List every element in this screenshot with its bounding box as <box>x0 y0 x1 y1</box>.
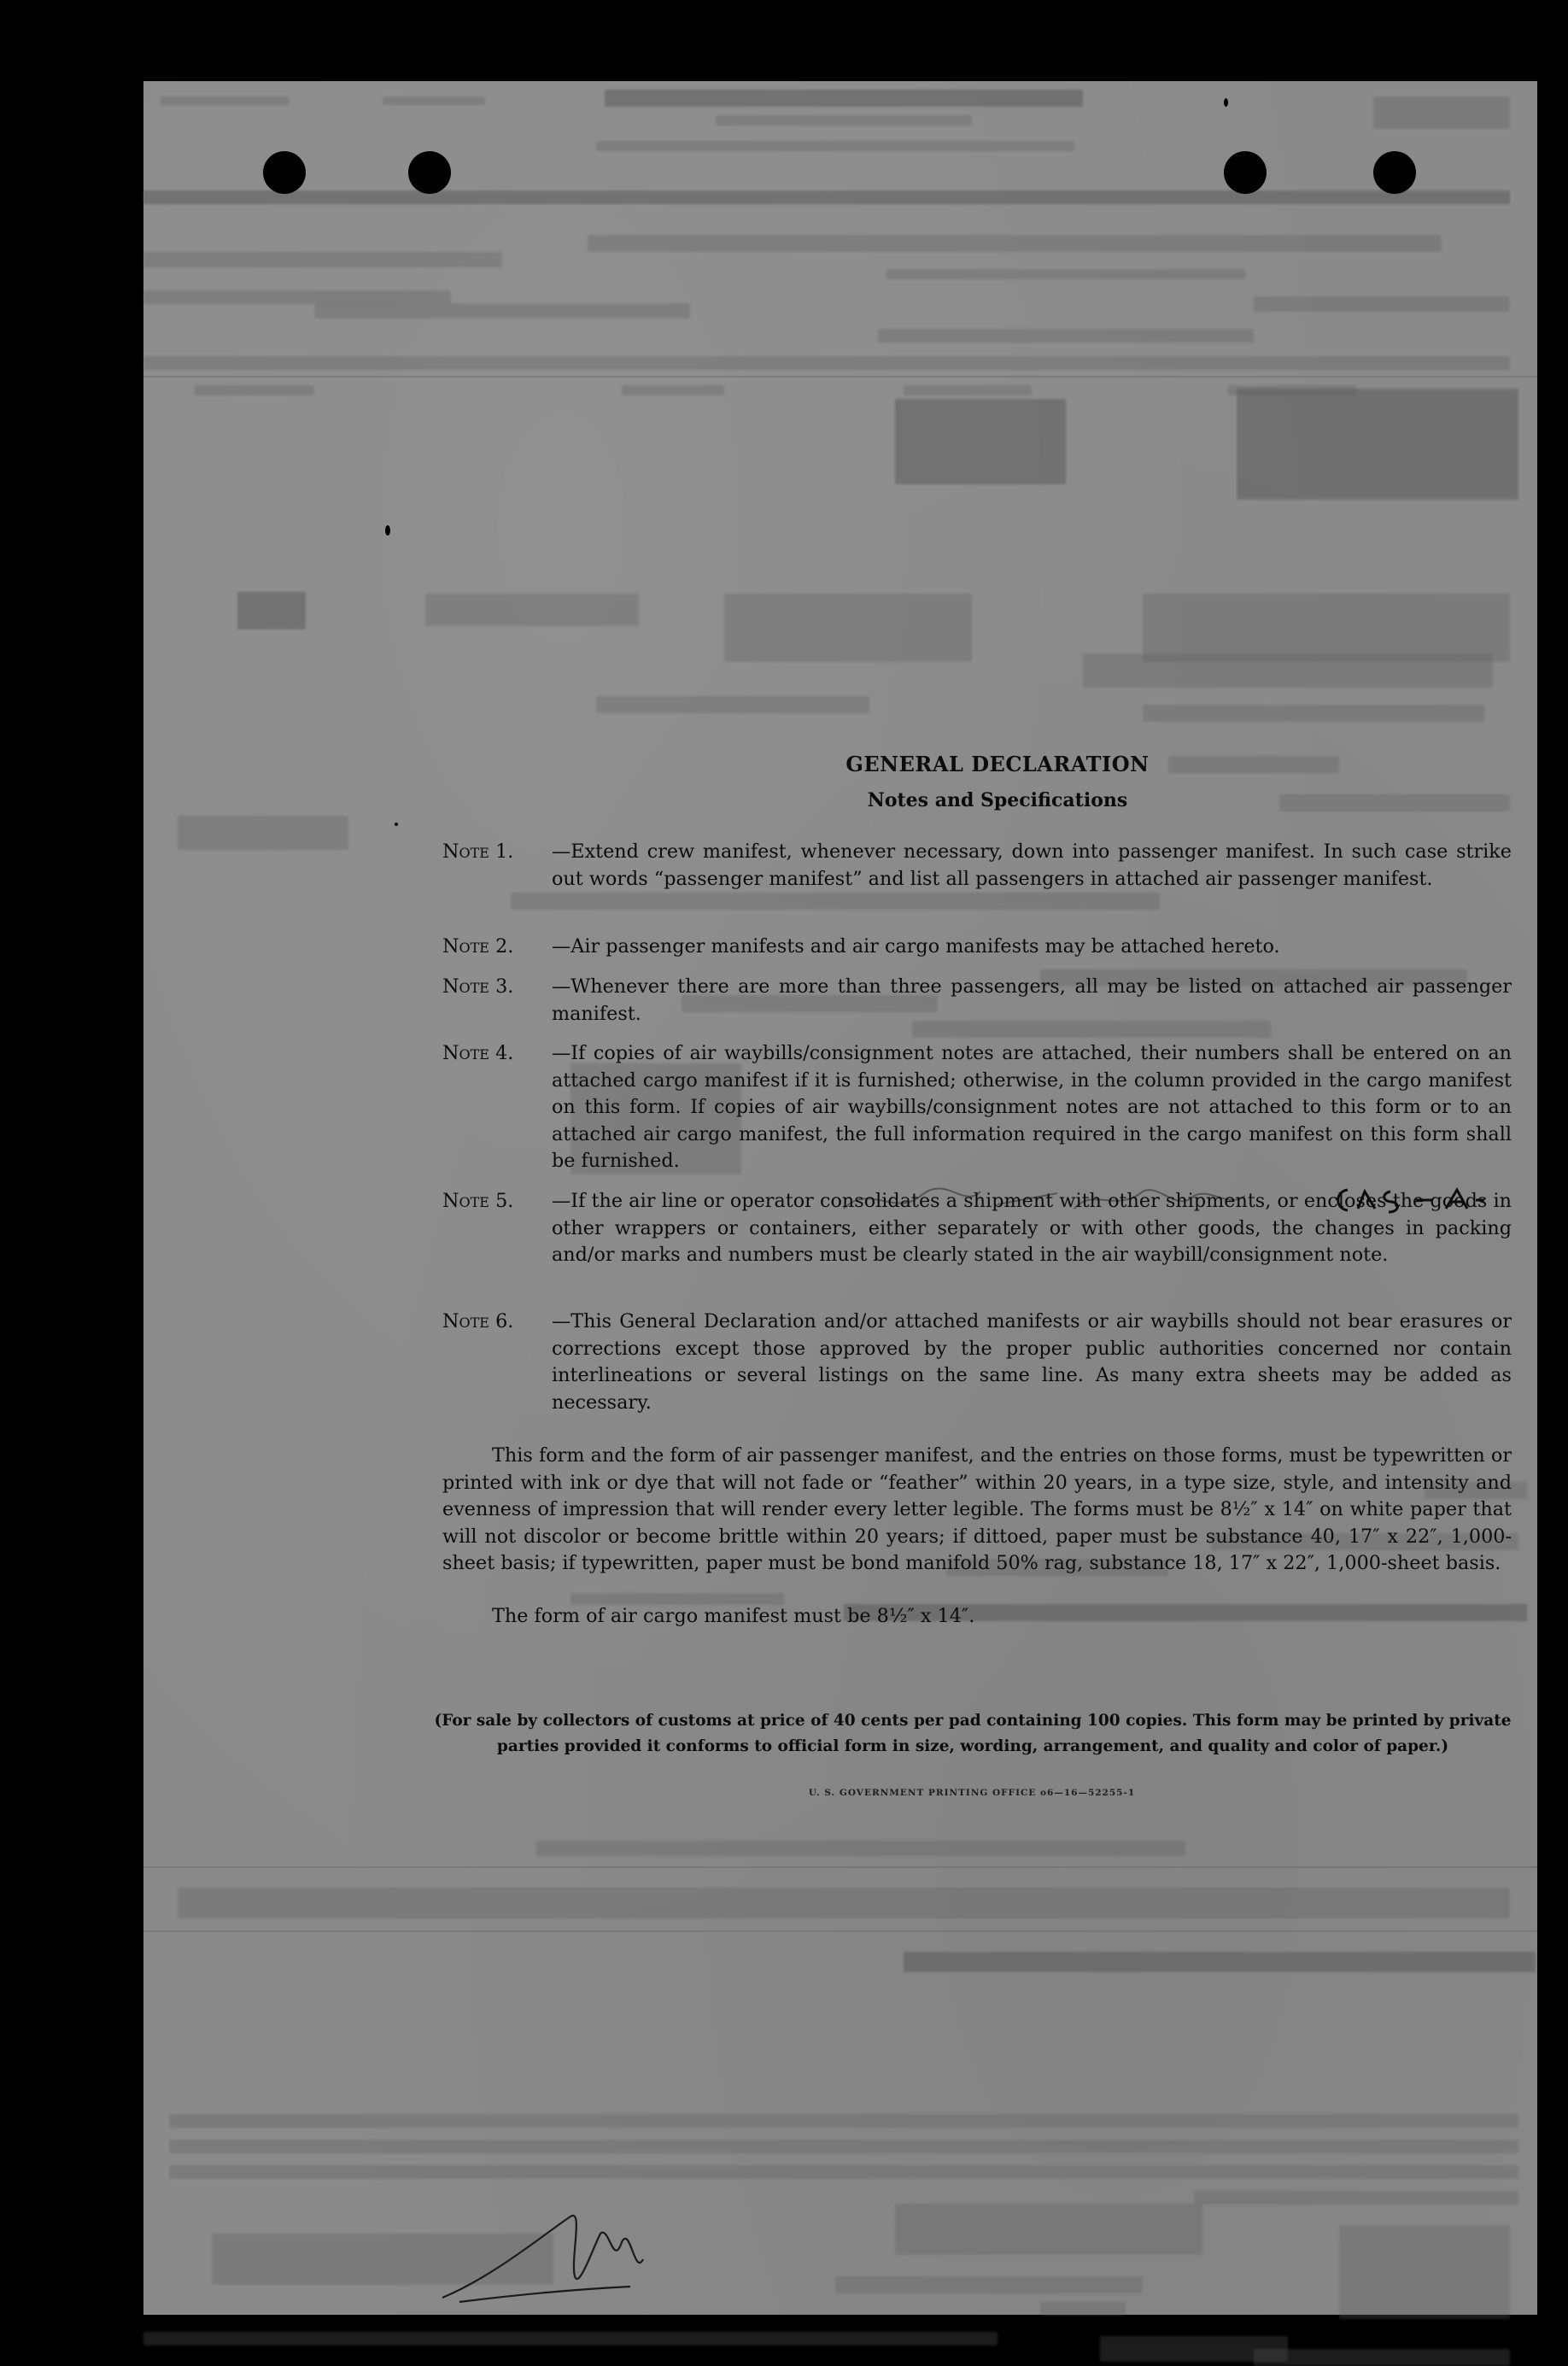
note-item <box>442 1309 1512 1416</box>
note-label: Note 4. <box>442 1042 514 1064</box>
sale-notice: (For sale by collectors of customs at price of 40 cents per pad containing 100 copies. This form may be printed by private parties provided it conforms to official form in size, wording, arrangement, and quality and color of paper.) <box>434 1712 1512 1755</box>
page-title: GENERAL DECLARATION <box>845 752 1150 776</box>
note-item <box>442 1040 1512 1175</box>
ink-speck <box>395 823 398 826</box>
note-text: —If copies of air waybills/consignment notes are attached, their numbers shall be entered on an attached cargo manifest if it is furnished; otherwise, in the column provided in the cargo manifest on this form. If copies of air waybills/consignment notes are not attached to this form or to an attached air cargo manifest, the full information required in the cargo manifest on this form shall be furnished. <box>552 1042 1512 1172</box>
ink-speck <box>385 525 390 536</box>
cargo-manifest-size-note: The form of air cargo manifest must be 8½″ x 14″. <box>492 1605 975 1627</box>
note-item <box>442 1188 1512 1269</box>
note-item <box>442 974 1512 1028</box>
ink-speck <box>1224 98 1228 107</box>
note-item <box>442 934 1512 961</box>
note-label: Note 1. <box>442 840 514 863</box>
note-text: —Air passenger manifests and air cargo manifests may be attached hereto. <box>552 935 1280 958</box>
note-text: —If the air line or operator consolidates a shipment with other shipments, or encloses the goods in other wrappers or containers, either separately or with other goods, the changes in packing and/or marks and numbers must be clearly stated in the air waybill/consignment note. <box>552 1190 1512 1266</box>
note-label: Note 5. <box>442 1190 514 1212</box>
page-subtitle: Notes and Specifications <box>867 789 1128 811</box>
note-label: Note 6. <box>442 1310 514 1332</box>
signature-scribble <box>425 2182 647 2310</box>
form-requirements-paragraph: This form and the form of air passenger manifest, and the entries on those forms, must be typewritten or printed with ink or dye that will not fade or “feather” within 20 years, in a type size, style, and intensity and evenness of impression that will render every letter legible. The forms must be 8½″ x 14″ on white paper that will not discolor or become brittle within 20 years; if dittoed, paper must be substance 40, 17″ x 22″, 1,000-sheet basis; if typewritten, paper must be bond manifold 50% rag, substance 18, 17″ x 22″, 1,000-sheet basis. <box>442 1444 1512 1574</box>
punch-hole <box>263 151 306 194</box>
note-item <box>442 839 1512 893</box>
note-text: —Whenever there are more than three passengers, all may be listed on attached air passenger manifest. <box>552 975 1512 1025</box>
punch-hole <box>408 151 451 194</box>
punch-hole <box>1224 151 1267 194</box>
note-label: Note 2. <box>442 935 514 958</box>
document-page <box>143 81 1537 2315</box>
note-text: —This General Declaration and/or attached manifests or air waybills should not bear erasures or corrections except those approved by the proper public authorities concerned nor contain interlineations or several listings on the same line. As many extra sheets may be added as necessary. <box>552 1310 1512 1414</box>
note-label: Note 3. <box>442 975 514 998</box>
printing-office-line: U. S. GOVERNMENT PRINTING OFFICE o6—16—52255-1 <box>808 1788 1136 1798</box>
note-text: —Extend crew manifest, whenever necessary, down into passenger manifest. In such case strike out words “passenger manifest” and list all passengers in attached air passenger manifest. <box>552 840 1512 890</box>
punch-hole <box>1373 151 1416 194</box>
